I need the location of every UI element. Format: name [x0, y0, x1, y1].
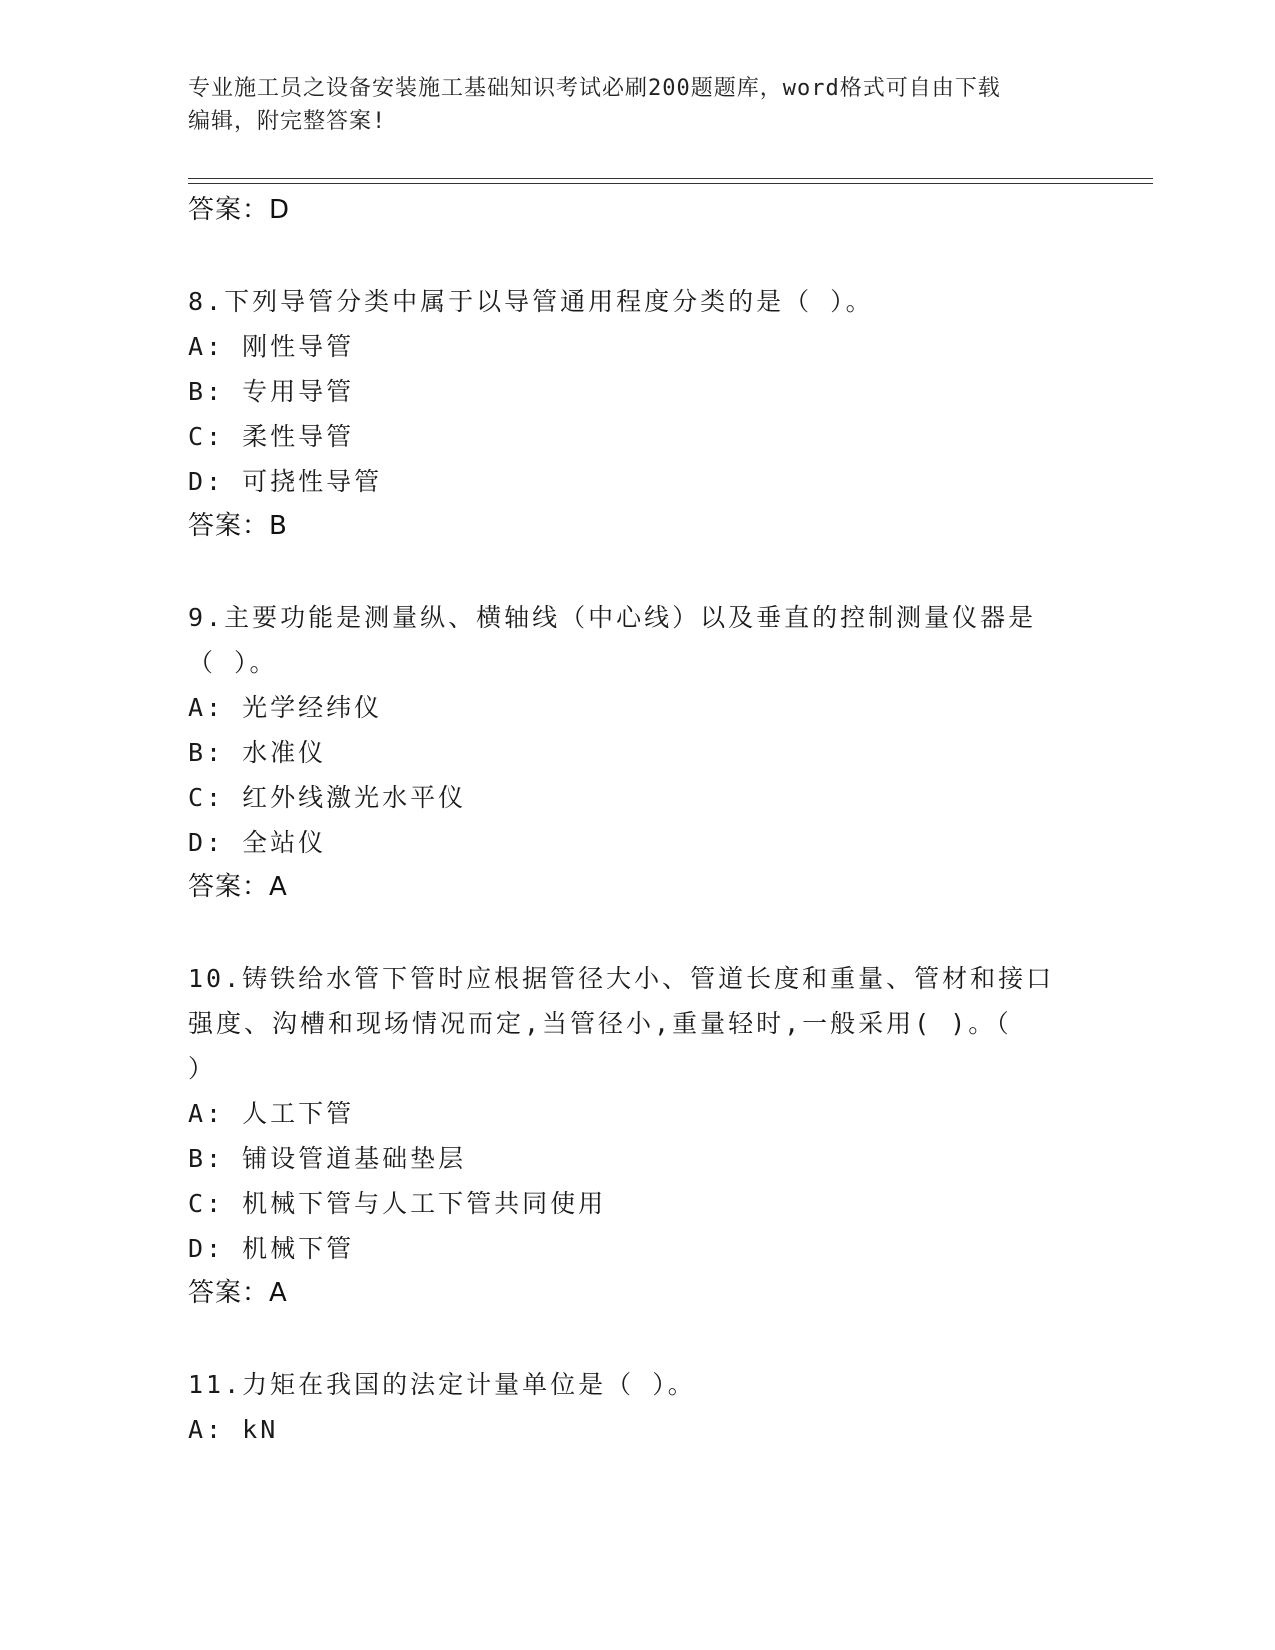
option-d: D: 机械下管	[188, 1234, 355, 1263]
question-11	[188, 1362, 1088, 1452]
question-8	[188, 279, 1088, 549]
option-b: B: 水准仪	[188, 738, 327, 767]
page-header	[188, 72, 1068, 138]
question-stem-continued: ）	[188, 1054, 217, 1083]
option-c: C: 红外线激光水平仪	[188, 783, 467, 812]
question-stem: 8.下列导管分类中属于以导管通用程度分类的是（ ）。	[188, 287, 874, 316]
previous-answer: 答案：D	[188, 195, 291, 225]
question-stem: 11.力矩在我国的法定计量单位是（ ）。	[188, 1370, 696, 1399]
option-a: A: 刚性导管	[188, 332, 355, 361]
answer: 答案：B	[188, 511, 288, 541]
answer: 答案：A	[188, 872, 288, 902]
question-10	[188, 956, 1088, 1316]
header-line-2: 编辑，附完整答案!	[188, 109, 387, 134]
option-d: D: 可挠性导管	[188, 467, 383, 496]
question-stem-continued: 强度、沟槽和现场情况而定,当管径小,重量轻时,一般采用( )。（	[188, 1009, 1012, 1038]
option-d: D: 全站仪	[188, 828, 327, 857]
answer: 答案：A	[188, 1278, 288, 1308]
option-c: C: 机械下管与人工下管共同使用	[188, 1189, 607, 1218]
option-a: A: 人工下管	[188, 1099, 355, 1128]
option-b: B: 铺设管道基础垫层	[188, 1144, 467, 1173]
question-list	[188, 188, 1088, 1452]
question-stem-continued: （ ）。	[188, 648, 278, 677]
option-a: A: 光学经纬仪	[188, 693, 383, 722]
option-b: B: 专用导管	[188, 377, 355, 406]
question-9	[188, 595, 1088, 910]
header-line-1: 专业施工员之设备安装施工基础知识考试必刷200题题库，word格式可自由下载	[188, 76, 1001, 101]
question-stem: 9.主要功能是测量纵、横轴线（中心线）以及垂直的控制测量仪器是	[188, 603, 1037, 632]
header-divider	[188, 178, 1153, 184]
question-stem: 10.铸铁给水管下管时应根据管径大小、管道长度和重量、管材和接口	[188, 964, 1055, 993]
option-a: A: kN	[188, 1415, 279, 1444]
option-c: C: 柔性导管	[188, 422, 355, 451]
